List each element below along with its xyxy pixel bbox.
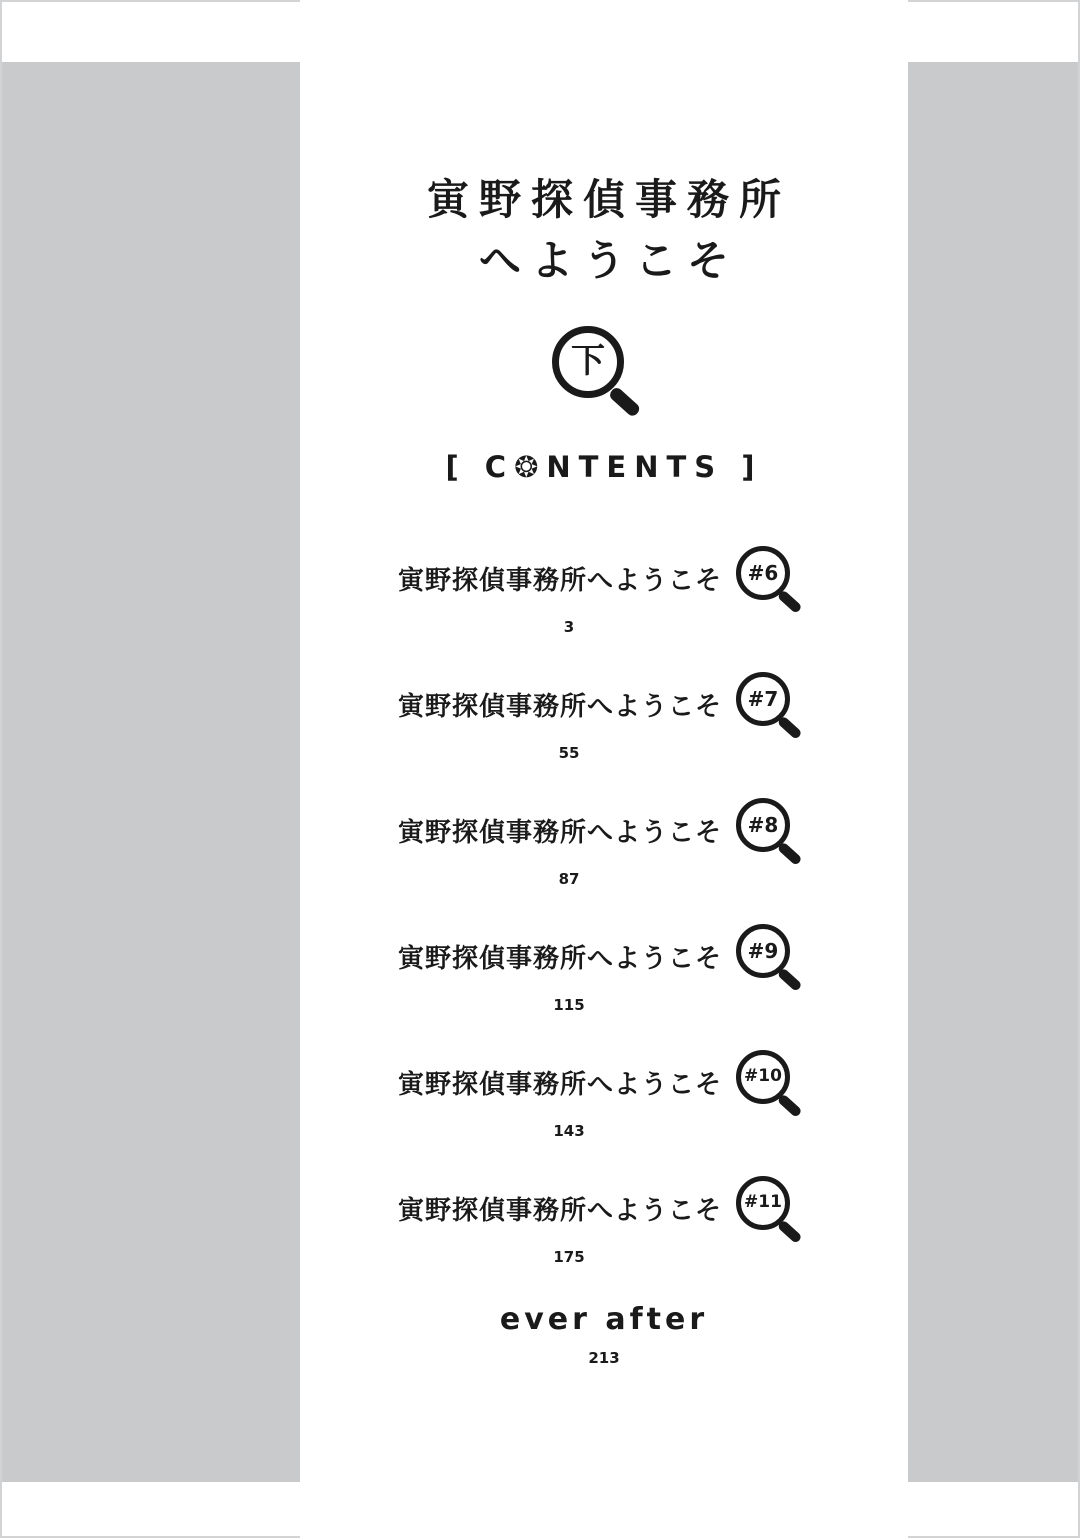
list-item[interactable]: [360, 546, 848, 636]
toc-title: 寅野探偵事務所へようこそ: [397, 1196, 722, 1227]
page-title: [300, 170, 908, 292]
toc-title: 寅野探偵事務所へようこそ: [397, 692, 722, 723]
toc-title: 寅野探偵事務所へようこそ: [397, 818, 722, 849]
toc-row: [360, 1176, 848, 1242]
magnifier-lens: [552, 326, 624, 398]
toc-row: [360, 924, 848, 990]
magnifier-handle: [608, 385, 642, 417]
logo: [300, 326, 908, 418]
magnifier-icon: [552, 326, 656, 418]
toc-title: 寅野探偵事務所へようこそ: [397, 566, 722, 597]
badge-handle: [777, 841, 803, 866]
toc-page-number: 143: [553, 1121, 585, 1140]
toc-title: 寅野探偵事務所へようこそ: [397, 1070, 722, 1101]
adjacent-page-right: [908, 62, 1080, 1482]
toc-page-number: 55: [558, 743, 580, 762]
footer-title: ever after: [499, 1301, 709, 1337]
chapter-badge-magnifier-icon: [736, 672, 810, 738]
list-item[interactable]: [360, 672, 848, 762]
badge-handle: [777, 715, 803, 740]
adjacent-page-left: [0, 62, 300, 1482]
list-item[interactable]: [360, 1050, 848, 1140]
contents-heading: [ C❂NTENTS ]: [445, 449, 763, 484]
toc-row: [360, 672, 848, 738]
toc-row: [360, 798, 848, 864]
badge-handle: [777, 1093, 803, 1118]
list-item[interactable]: [360, 1176, 848, 1266]
toc-page-number: 3: [563, 617, 575, 636]
toc-page-number: 87: [558, 869, 580, 888]
table-of-contents: [300, 546, 908, 1266]
list-item[interactable]: [360, 798, 848, 888]
badge-label: #6: [747, 560, 779, 585]
badge-label: #8: [747, 812, 779, 837]
badge-label: #9: [747, 938, 779, 963]
toc-row: [360, 1050, 848, 1116]
toc-page-number: 175: [553, 1247, 585, 1266]
badge-label: #10: [744, 1066, 782, 1087]
toc-row: [360, 546, 848, 612]
chapter-badge-magnifier-icon: [736, 546, 810, 612]
badge-handle: [777, 589, 803, 614]
badge-handle: [777, 967, 803, 992]
chapter-badge-magnifier-icon: [736, 798, 810, 864]
contents-page: [300, 0, 908, 1538]
logo-mark-text: 下: [571, 340, 605, 381]
toc-page-number: 115: [553, 995, 585, 1014]
chapter-badge-magnifier-icon: [736, 1050, 810, 1116]
list-item[interactable]: [360, 924, 848, 1014]
badge-label: #11: [744, 1192, 782, 1213]
toc-title: 寅野探偵事務所へようこそ: [397, 944, 722, 975]
badge-label: #7: [747, 686, 779, 711]
chapter-badge-magnifier-icon: [736, 924, 810, 990]
badge-handle: [777, 1219, 803, 1244]
chapter-badge-magnifier-icon: [736, 1176, 810, 1242]
footer-entry[interactable]: [300, 1302, 908, 1367]
footer-page-number: 213: [588, 1348, 620, 1367]
title-line-1: 寅野探偵事務所: [426, 175, 791, 224]
title-line-2: へようこそ: [478, 235, 739, 285]
